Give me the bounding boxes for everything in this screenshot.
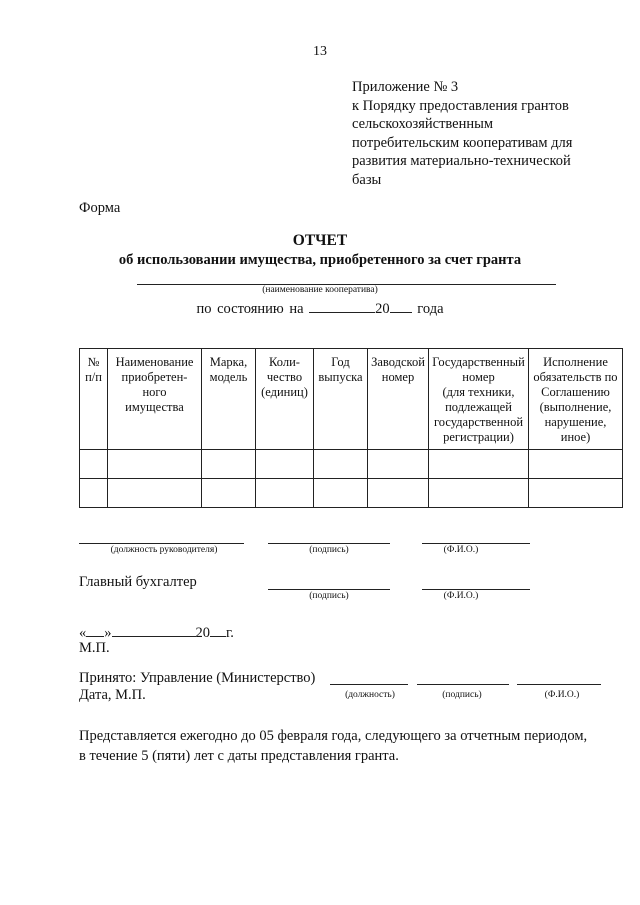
accepted-signature-line[interactable]	[417, 684, 509, 685]
accepted-fio-line[interactable]	[517, 684, 601, 685]
table-cell[interactable]	[202, 450, 256, 479]
col-header-name: Наименование приобретен- ного имущества	[108, 349, 202, 450]
date-year: 20	[195, 625, 210, 641]
table-cell[interactable]	[314, 479, 368, 508]
status-suffix: года	[417, 301, 444, 317]
status-prefix: по состоянию на	[196, 301, 304, 317]
accountant-fio-caption: (Ф.И.О.)	[443, 591, 479, 601]
head-fio-caption: (Ф.И.О.)	[443, 545, 479, 555]
table-cell[interactable]	[256, 450, 314, 479]
col-header-obligations: Исполнение обязательств по Соглашению (выполнение, нарушение, иное)	[529, 349, 623, 450]
year-blank[interactable]	[390, 298, 412, 313]
date-blank[interactable]	[309, 298, 375, 313]
accepted-label: Принято: Управление (Министерство)	[79, 670, 316, 686]
head-signature-line[interactable]	[268, 543, 390, 544]
submission-note	[79, 726, 624, 766]
accepted-signature-caption: (подпись)	[442, 690, 482, 700]
accountant-signature-caption: (подпись)	[309, 591, 349, 601]
date-close-quote: »	[104, 625, 112, 641]
page-number: 13	[313, 44, 327, 59]
table-row	[80, 450, 623, 479]
document-subtitle: об использовании имущества, приобретенного за счет гранта	[118, 252, 522, 268]
table-cell[interactable]	[368, 479, 429, 508]
head-signature-caption: (подпись)	[309, 545, 349, 555]
appendix-block	[352, 78, 622, 189]
mp-label: М.П.	[79, 640, 110, 656]
appendix-line: базы	[352, 171, 382, 188]
accepted-position-caption: (должность)	[345, 690, 395, 700]
table-cell[interactable]	[368, 450, 429, 479]
document-title: ОТЧЕТ	[292, 232, 348, 249]
date-open-quote: «	[79, 625, 87, 641]
head-fio-line[interactable]	[422, 543, 530, 544]
appendix-line: сельскохозяйственным	[352, 116, 494, 132]
coop-name-caption: (наименование кооператива)	[262, 285, 378, 295]
table-cell[interactable]	[429, 479, 529, 508]
table-cell[interactable]	[529, 479, 623, 508]
table-cell[interactable]	[80, 479, 108, 508]
col-header-state-number: Государственный номер (для техники, подлежащей государственной регистрации)	[429, 349, 529, 450]
accountant-signature-line[interactable]	[268, 589, 390, 590]
year-prefix: 20	[375, 301, 390, 317]
table-cell[interactable]	[202, 479, 256, 508]
table-cell[interactable]	[314, 450, 368, 479]
table-cell[interactable]	[256, 479, 314, 508]
appendix-line: к Порядку предоставления грантов	[352, 97, 569, 114]
head-position-line[interactable]	[79, 543, 244, 544]
chief-accountant-label: Главный бухгалтер	[79, 574, 197, 590]
appendix-line: развития материально-технической	[352, 153, 571, 169]
table-cell[interactable]	[80, 450, 108, 479]
accepted-fio-caption: (Ф.И.О.)	[544, 690, 580, 700]
appendix-line: Приложение № 3	[352, 79, 459, 95]
table-row	[80, 479, 623, 508]
month-blank[interactable]	[112, 622, 196, 637]
col-header-number: № п/п	[80, 349, 108, 450]
table-cell[interactable]	[429, 450, 529, 479]
accountant-fio-line[interactable]	[422, 589, 530, 590]
note-line: в течение 5 (пяти) лет с даты представления гранта.	[79, 748, 399, 764]
col-header-year: Год выпуска	[314, 349, 368, 450]
report-table	[79, 348, 623, 508]
date-year-blank[interactable]	[210, 622, 226, 637]
note-line: Представляется ежегодно до 05 февраля года, следующего за отчетным периодом,	[79, 728, 588, 744]
col-header-quantity: Коли- чество (единиц)	[256, 349, 314, 450]
head-position-caption: (должность руководителя)	[110, 545, 218, 555]
table-header-row	[80, 349, 623, 450]
date-line	[79, 622, 234, 642]
accepted-position-line[interactable]	[330, 684, 408, 685]
col-header-brand: Марка, модель	[202, 349, 256, 450]
date-mp-label: Дата, М.П.	[79, 687, 146, 703]
table-cell[interactable]	[529, 450, 623, 479]
table-cell[interactable]	[108, 450, 202, 479]
table-cell[interactable]	[108, 479, 202, 508]
col-header-serial: Заводской номер	[368, 349, 429, 450]
appendix-line: потребительским кооперативам для	[352, 134, 573, 151]
status-line	[0, 298, 640, 318]
day-blank[interactable]	[86, 622, 104, 637]
form-label: Форма	[79, 200, 121, 216]
date-year-suffix: г.	[226, 625, 234, 641]
